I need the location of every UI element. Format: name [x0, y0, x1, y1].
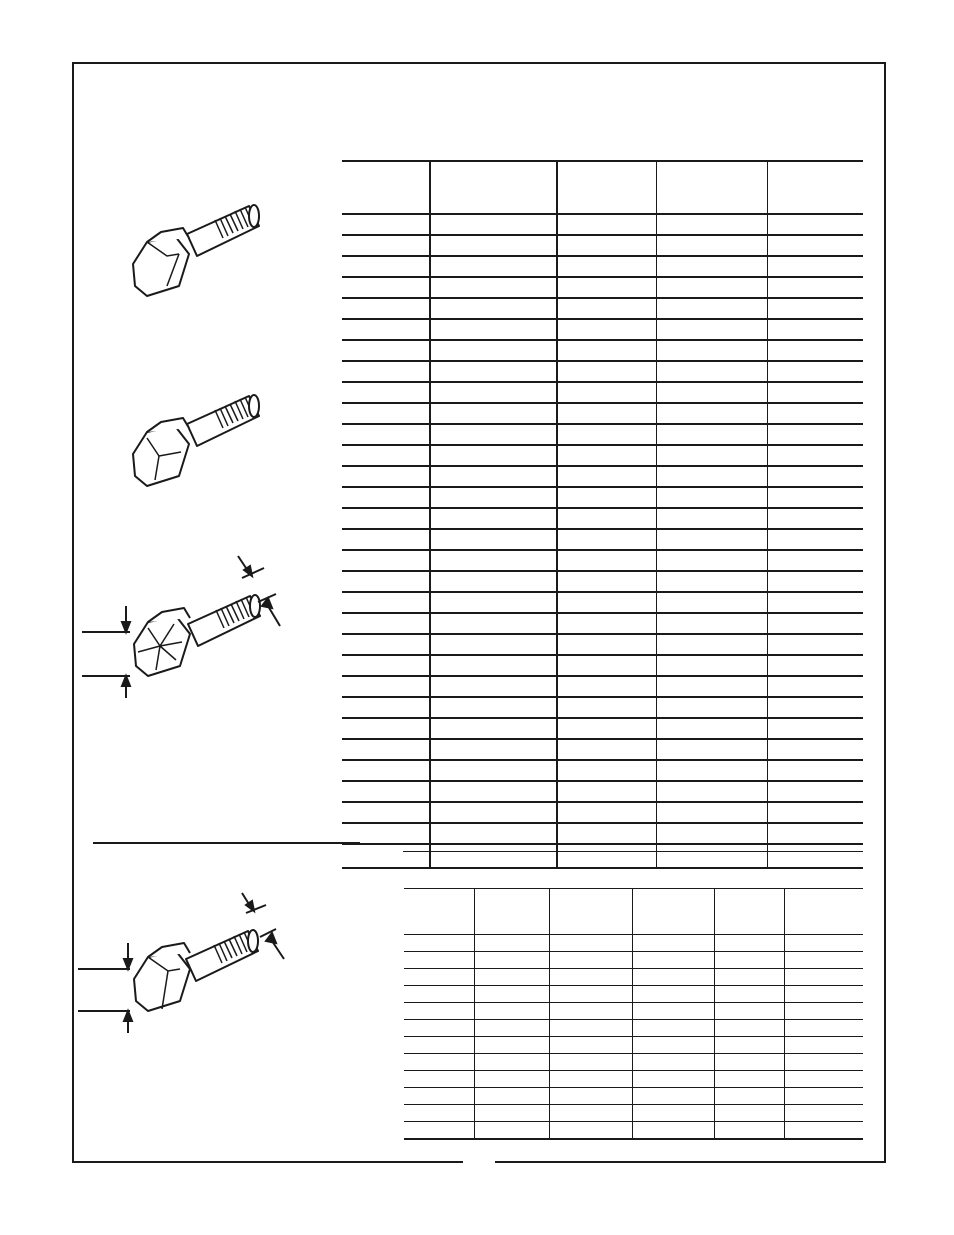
- table-cell: [430, 361, 557, 382]
- table-row: [404, 1037, 863, 1054]
- table-cell: [784, 1020, 863, 1037]
- header-cell: [656, 161, 767, 214]
- table-cell: [342, 697, 430, 718]
- table-cell: [767, 466, 863, 487]
- table-row: [342, 214, 863, 235]
- table-row: [342, 529, 863, 550]
- table-cell: [549, 1088, 632, 1105]
- table-cell: [784, 1054, 863, 1071]
- header-cell: [557, 161, 656, 214]
- table-row: [342, 760, 863, 781]
- table-row: [404, 986, 863, 1003]
- table-cell: [656, 340, 767, 361]
- table-cell: [430, 676, 557, 697]
- table-cell: [767, 508, 863, 529]
- table-cell: [656, 466, 767, 487]
- table-cell: [632, 1122, 714, 1140]
- table-cell: [767, 256, 863, 277]
- table-cell: [474, 1003, 549, 1020]
- table-cell: [557, 697, 656, 718]
- table-row: [342, 718, 863, 739]
- table-cell: [557, 235, 656, 256]
- table-cell: [404, 1071, 474, 1088]
- header-cell: [430, 161, 557, 214]
- header-cell: [549, 889, 632, 935]
- table-row: [342, 487, 863, 508]
- table-row: [342, 634, 863, 655]
- table-cell: [557, 634, 656, 655]
- table-cell: [342, 319, 430, 340]
- table-cell: [767, 277, 863, 298]
- table-cell: [784, 1088, 863, 1105]
- table-cell: [714, 1071, 784, 1088]
- table-cell: [784, 1122, 863, 1140]
- hex-bolt-three-line-head-icon: [125, 388, 265, 493]
- table-cell: [430, 256, 557, 277]
- table-cell: [632, 1054, 714, 1071]
- table-cell: [430, 760, 557, 781]
- table-cell: [474, 935, 549, 952]
- table-cell: [342, 634, 430, 655]
- table-cell: [342, 298, 430, 319]
- table-cell: [767, 781, 863, 802]
- table-cell: [767, 655, 863, 676]
- table-cell: [656, 676, 767, 697]
- table-cell: [714, 1037, 784, 1054]
- table-cell: [342, 403, 430, 424]
- table-cell: [656, 382, 767, 403]
- table-cell: [557, 571, 656, 592]
- table-cell: [784, 986, 863, 1003]
- table-cell: [557, 508, 656, 529]
- table-row: [342, 697, 863, 718]
- table-cell: [342, 760, 430, 781]
- table-cell: [430, 718, 557, 739]
- table-cell: [430, 802, 557, 823]
- table-cell: [549, 1071, 632, 1088]
- table-cell: [557, 382, 656, 403]
- table-cell: [474, 1037, 549, 1054]
- table-cell: [430, 508, 557, 529]
- table-cell: [430, 634, 557, 655]
- table-cell: [714, 1003, 784, 1020]
- table-cell: [767, 361, 863, 382]
- section-divider: [93, 842, 360, 844]
- table-cell: [342, 613, 430, 634]
- table-cell: [767, 823, 863, 844]
- table-cell: [342, 781, 430, 802]
- table-cell: [474, 1054, 549, 1071]
- table-cell: [656, 697, 767, 718]
- table-cell: [656, 550, 767, 571]
- table-cell: [656, 739, 767, 760]
- table-cell: [784, 952, 863, 969]
- table-cell: [784, 969, 863, 986]
- table-row: [404, 969, 863, 986]
- table-cell: [767, 634, 863, 655]
- table-row: [404, 1003, 863, 1020]
- table-cell: [430, 571, 557, 592]
- table-cell: [474, 1020, 549, 1037]
- table-cell: [557, 760, 656, 781]
- table-cell: [549, 935, 632, 952]
- table-row: [342, 319, 863, 340]
- table-cell: [557, 298, 656, 319]
- table-cell: [714, 952, 784, 969]
- table-cell: [557, 802, 656, 823]
- hex-bolt-six-line-head-icon: [78, 548, 293, 703]
- table-title: [404, 857, 863, 881]
- table-cell: [767, 613, 863, 634]
- table-cell: [767, 214, 863, 235]
- table-cell: [342, 823, 430, 844]
- table-cell: [430, 739, 557, 760]
- table-cell: [714, 1054, 784, 1071]
- table-cell: [342, 529, 430, 550]
- table-row: [342, 235, 863, 256]
- table-row: [342, 361, 863, 382]
- table-row: [342, 676, 863, 697]
- table-cell: [656, 529, 767, 550]
- table-cell: [430, 319, 557, 340]
- table-cell: [656, 823, 767, 844]
- table-cell: [342, 382, 430, 403]
- table-cell: [784, 1003, 863, 1020]
- table-cell: [656, 718, 767, 739]
- table-cell: [342, 256, 430, 277]
- table-cell: [767, 739, 863, 760]
- table-cell: [767, 487, 863, 508]
- table-cell: [557, 718, 656, 739]
- table-cell: [767, 235, 863, 256]
- table-cell: [557, 424, 656, 445]
- table-cell: [656, 445, 767, 466]
- table-cell: [549, 1003, 632, 1020]
- table-row: [342, 382, 863, 403]
- table-cell: [549, 1105, 632, 1122]
- table-cell: [342, 487, 430, 508]
- torque-table-lower: [404, 888, 863, 1140]
- table-cell: [767, 340, 863, 361]
- table-row: [404, 952, 863, 969]
- table-cell: [549, 1054, 632, 1071]
- table-cell: [632, 1020, 714, 1037]
- table-cell: [656, 760, 767, 781]
- table-cell: [474, 986, 549, 1003]
- table-cell: [557, 256, 656, 277]
- table-cell: [342, 802, 430, 823]
- table-cell: [557, 676, 656, 697]
- table-cell: [404, 1105, 474, 1122]
- table-cell: [557, 781, 656, 802]
- table-row: [342, 739, 863, 760]
- table-cell: [784, 1071, 863, 1088]
- table-cell: [656, 214, 767, 235]
- table-row: [404, 935, 863, 952]
- table-cell: [557, 361, 656, 382]
- table-cell: [714, 1122, 784, 1140]
- table-cell: [632, 969, 714, 986]
- table-cell: [342, 340, 430, 361]
- table-cell: [404, 1122, 474, 1140]
- table-cell: [557, 319, 656, 340]
- table-cell: [430, 487, 557, 508]
- table-cell: [430, 466, 557, 487]
- table-row: [342, 655, 863, 676]
- table-cell: [404, 935, 474, 952]
- table-cell: [632, 935, 714, 952]
- hex-bolt-metric-head-icon: [76, 885, 291, 1035]
- table-cell: [404, 952, 474, 969]
- table-cell: [557, 739, 656, 760]
- table-cell: [474, 1071, 549, 1088]
- table-cell: [632, 1088, 714, 1105]
- table-cell: [557, 466, 656, 487]
- page-number: [463, 1152, 495, 1172]
- table-cell: [656, 508, 767, 529]
- table-cell: [430, 697, 557, 718]
- table-cell: [767, 529, 863, 550]
- table-cell: [404, 1054, 474, 1071]
- table-cell: [549, 1122, 632, 1140]
- header-cell: [404, 889, 474, 935]
- table-cell: [656, 403, 767, 424]
- table-cell: [656, 802, 767, 823]
- table-cell: [404, 969, 474, 986]
- table-cell: [430, 823, 557, 844]
- table-cell: [549, 1020, 632, 1037]
- table-cell: [430, 550, 557, 571]
- table-cell: [430, 424, 557, 445]
- table-row: [342, 256, 863, 277]
- table-cell: [714, 1088, 784, 1105]
- table-cell: [656, 571, 767, 592]
- table-cell: [430, 655, 557, 676]
- table-cell: [557, 445, 656, 466]
- table-cell: [342, 445, 430, 466]
- table-cell: [656, 781, 767, 802]
- table-cell: [767, 676, 863, 697]
- table-cell: [342, 214, 430, 235]
- table-cell: [342, 361, 430, 382]
- table-cell: [714, 1105, 784, 1122]
- table-row: [342, 445, 863, 466]
- table-cell: [342, 655, 430, 676]
- table-cell: [557, 529, 656, 550]
- table-cell: [430, 592, 557, 613]
- table-row: [404, 1020, 863, 1037]
- table-row: [404, 1071, 863, 1088]
- table-cell: [784, 1037, 863, 1054]
- table-cell: [632, 1071, 714, 1088]
- table-cell: [557, 823, 656, 844]
- table-cell: [430, 529, 557, 550]
- table-cell: [342, 592, 430, 613]
- table-cell: [557, 613, 656, 634]
- table-cell: [430, 298, 557, 319]
- table-cell: [767, 550, 863, 571]
- table-cell: [656, 235, 767, 256]
- table-cell: [656, 361, 767, 382]
- table-cell: [767, 382, 863, 403]
- table-row: [342, 508, 863, 529]
- table-cell: [656, 298, 767, 319]
- table-row: [342, 802, 863, 823]
- header-cell: [632, 889, 714, 935]
- table-title-rule: [403, 851, 863, 852]
- table-cell: [557, 487, 656, 508]
- table-cell: [767, 718, 863, 739]
- hex-bolt-plain-head-icon: [125, 198, 265, 303]
- table-row: [404, 1105, 863, 1122]
- table-cell: [430, 277, 557, 298]
- table-cell: [714, 969, 784, 986]
- table-cell: [342, 676, 430, 697]
- table-cell: [714, 986, 784, 1003]
- table-cell: [767, 697, 863, 718]
- table-row: [342, 277, 863, 298]
- table-row: [404, 1088, 863, 1105]
- table-header-row: [342, 161, 863, 214]
- table-cell: [656, 592, 767, 613]
- table-cell: [714, 1020, 784, 1037]
- table-cell: [549, 969, 632, 986]
- table-row: [342, 424, 863, 445]
- table-row: [342, 403, 863, 424]
- table-cell: [474, 1122, 549, 1140]
- table-cell: [656, 319, 767, 340]
- table-cell: [767, 424, 863, 445]
- table-cell: [656, 424, 767, 445]
- table-cell: [557, 592, 656, 613]
- table-cell: [342, 466, 430, 487]
- table-cell: [342, 277, 430, 298]
- table-cell: [632, 1037, 714, 1054]
- table-cell: [549, 986, 632, 1003]
- table-header-row: [404, 889, 863, 935]
- table-cell: [557, 403, 656, 424]
- table-cell: [632, 986, 714, 1003]
- table-cell: [714, 935, 784, 952]
- table-cell: [784, 935, 863, 952]
- header-cell: [714, 889, 784, 935]
- table-cell: [474, 1105, 549, 1122]
- table-cell: [342, 718, 430, 739]
- table-cell: [549, 1037, 632, 1054]
- table-cell: [767, 592, 863, 613]
- table-cell: [557, 340, 656, 361]
- table-cell: [404, 1037, 474, 1054]
- table-cell: [404, 1020, 474, 1037]
- table-row: [342, 571, 863, 592]
- table-cell: [632, 952, 714, 969]
- table-row: [342, 340, 863, 361]
- table-row: [342, 613, 863, 634]
- table-row: [342, 550, 863, 571]
- table-cell: [767, 319, 863, 340]
- table-cell: [767, 298, 863, 319]
- table-cell: [430, 382, 557, 403]
- table-cell: [474, 1088, 549, 1105]
- table-cell: [430, 781, 557, 802]
- table-cell: [342, 571, 430, 592]
- table-cell: [557, 214, 656, 235]
- table-cell: [430, 340, 557, 361]
- table-cell: [656, 655, 767, 676]
- torque-table-upper: [342, 160, 863, 869]
- table-cell: [557, 655, 656, 676]
- table-cell: [474, 952, 549, 969]
- table-cell: [557, 277, 656, 298]
- table-cell: [430, 214, 557, 235]
- table-cell: [549, 952, 632, 969]
- table-cell: [342, 235, 430, 256]
- table-cell: [632, 1105, 714, 1122]
- table-row: [404, 1054, 863, 1071]
- table-row: [342, 781, 863, 802]
- table-cell: [430, 445, 557, 466]
- header-cell: [342, 161, 430, 214]
- table-cell: [404, 986, 474, 1003]
- table-cell: [430, 403, 557, 424]
- table-cell: [474, 969, 549, 986]
- table-cell: [767, 802, 863, 823]
- table-cell: [430, 613, 557, 634]
- table-row: [342, 592, 863, 613]
- table-cell: [430, 235, 557, 256]
- table-cell: [342, 508, 430, 529]
- header-cell: [784, 889, 863, 935]
- table-cell: [767, 571, 863, 592]
- table-cell: [342, 739, 430, 760]
- table-cell: [342, 424, 430, 445]
- table-row: [342, 298, 863, 319]
- table-cell: [656, 277, 767, 298]
- table-cell: [656, 487, 767, 508]
- table-cell: [632, 1003, 714, 1020]
- table-cell: [767, 760, 863, 781]
- header-cell: [767, 161, 863, 214]
- table-cell: [784, 1105, 863, 1122]
- table-cell: [557, 550, 656, 571]
- table-cell: [656, 613, 767, 634]
- table-cell: [767, 403, 863, 424]
- table-row: [342, 823, 863, 844]
- table-row: [404, 1122, 863, 1140]
- table-cell: [656, 256, 767, 277]
- table-cell: [404, 1088, 474, 1105]
- table-cell: [656, 634, 767, 655]
- table-cell: [767, 445, 863, 466]
- header-cell: [474, 889, 549, 935]
- table-cell: [404, 1003, 474, 1020]
- table-row: [342, 466, 863, 487]
- table-cell: [342, 550, 430, 571]
